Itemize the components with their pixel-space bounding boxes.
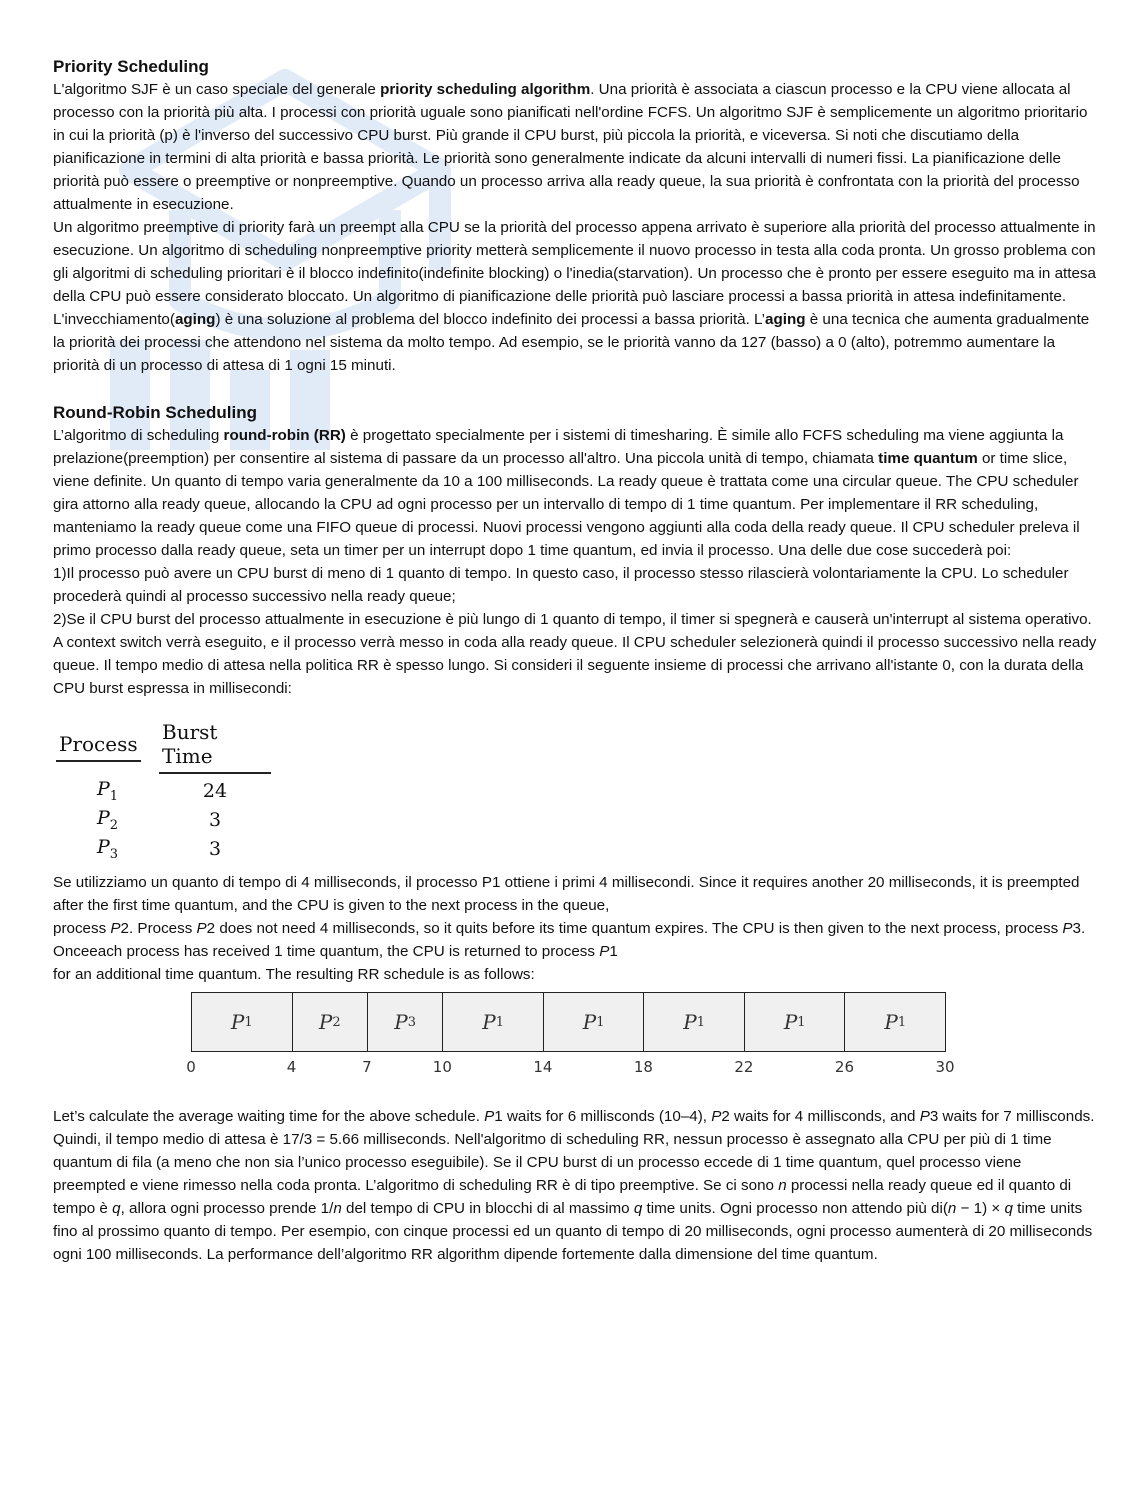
paragraph: 1)Il processo può avere un CPU burst di meno di 1 quanto di tempo. In questo caso, il processo stesso rilascierà volontariamente la CPU. Lo scheduler procederà quindi al processo successivo nella ready queue; xyxy=(53,565,1069,605)
paragraph: Let’s calculate the average waiting time for the above schedule. P1 waits for 6 millisconds (10–4), P2 waits for 4 millisconds, and P3 waits for 7 millisconds. Quindi, il tempo medio di attesa è 17/3 = 5.66 milliseconds. Nell'algoritmo di scheduling RR, nessun processo è assegnato alla CPU per più di 1 time quantum di fila (a meno che non sia l’unico processo eseguibile). Se il CPU burst di un processo eccede di 1 time quantum, quel processo viene preempted e viene rimesso nella coda pronta. L’algoritmo di scheduling RR è di tipo preemptive. Se ci sono n processi nella ready queue ed il quanto di tempo è q, allora ogni processo prende 1/n del tempo di CPU in blocchi di al massimo q time units. Ogni processo non attendo più di(n − 1) × q time units fino al prossimo quanto di tempo. Per esempio, con cinque processi ed un quanto di tempo di 20 milliseconds, ogni processo aumenterà di 20 milliseconds ogni 100 milliseconds. La performance dell’algoritmo RR algorithm dipende fortemente dalla dimensione del time quantum. xyxy=(53,1108,1095,1263)
table-row xyxy=(56,776,271,805)
paragraph: L'algoritmo SJF è un caso speciale del generale priority scheduling algorithm. Una priorità è associata a ciascun processo e la CPU viene allocata al processo con la priorità più alta. I processi con priorità uguale sono pianificati nell'ordine FCFS. Un algoritmo SJF è semplicemente un algoritmo prioritario in cui la priorità (p) è l'inverso del successivo CPU burst. Più grande il CPU burst, più piccola la priorità, e viceversa. Si noti che discutiamo della pianificazione in termini di alta priorità e bassa priorità. Le priorità sono generalmente indicate da alcuni intervalli di numeri fissi. La pianificazione delle priorità può essere o preemptive or nonpreemptive. Quando un processo arriva alla ready queue, la sua priorità è confrontata con la priorità del processo attualmente in esecuzione. xyxy=(53,81,1088,213)
rr-gantt-chart xyxy=(188,992,988,1087)
burst-time-cell: 24 xyxy=(202,779,228,802)
table-header-burst-time: Burst Time xyxy=(159,720,271,776)
gantt-tick-label: 22 xyxy=(734,1058,754,1076)
gantt-cell: P 1 xyxy=(543,992,645,1052)
burst-time-cell: 3 xyxy=(208,837,222,860)
gantt-tick-label: 14 xyxy=(533,1058,553,1076)
paragraph: 2)Se il CPU burst del processo attualmente in esecuzione è più lungo di 1 quanto di tempo, il timer si spegnerà e causerà un'interrupt al sistema operativo. A context switch verrà eseguito, e il processo verrà messo in coda alla ready queue. Il CPU scheduler selezionerà quindi il processo successivo nella ready queue. Il tempo medio di attesa nella politica RR è spesso lungo. Si consideri il seguente insieme di processi che arrivano all'istante 0, con la durata della CPU burst espressa in millisecondi: xyxy=(53,611,1097,697)
gantt-tick-label: 26 xyxy=(834,1058,854,1076)
process-name-cell: $P_2$ xyxy=(96,806,119,833)
gantt-tick-label: 0 xyxy=(186,1058,196,1076)
paragraph: Un algoritmo preemptive di priority farà un preempt alla CPU se la priorità del processo appena arrivato è superiore alla priorità del processo attualmente in esecuzione. Un algoritmo di scheduling nonpreemptive priority metterà semplicemente il nuovo processo in testa alla coda pronta. Un grosso problema con gli algoritmi di scheduling prioritari è il blocco indefinito(indefinite blocking) o l'inedia(starvation). Un processo che è pronto per essere eseguito ma in attesa della CPU può essere considerato bloccato. Un algoritmo di pianificazione delle priorità può lasciare processi a bassa priorità in attesa indefinitamente. L'invecchiamento(aging) è una soluzione al problema del blocco indefinito dei processi a bassa priorità. L’aging è una tecnica che aumenta gradualmente la priorità dei processi che attendono nel sistema da molto tempo. Ad esempio, se le priorità vanno da 127 (basso) a 0 (alto), potremmo aumentare la priorità di un processo di attesa di 1 ogni 15 minuti. xyxy=(53,219,1096,374)
gantt-tick-label: 18 xyxy=(633,1058,653,1076)
gantt-cell: P 3 xyxy=(367,992,443,1052)
process-name-cell: $P_3$ xyxy=(96,835,119,862)
gantt-cell: P 1 xyxy=(442,992,544,1052)
gantt-cell: P 1 xyxy=(643,992,745,1052)
table-row xyxy=(56,805,271,834)
gantt-cell: P 1 xyxy=(191,992,293,1052)
gantt-tick-label: 10 xyxy=(432,1058,452,1076)
process-burst-table xyxy=(56,720,271,863)
gantt-cell: P 1 xyxy=(744,992,846,1052)
gantt-tick-label: 7 xyxy=(362,1058,372,1076)
section-title-priority: Priority Scheduling xyxy=(53,57,209,76)
table-header-process: Process xyxy=(56,720,159,776)
gantt-cell: P 2 xyxy=(292,992,368,1052)
document-content xyxy=(53,56,1098,1266)
burst-time-cell: 3 xyxy=(208,808,222,831)
table-row xyxy=(56,834,271,863)
section-title-round-robin: Round-Robin Scheduling xyxy=(53,403,257,422)
gantt-tick-label: 30 xyxy=(935,1058,955,1076)
paragraph: Se utilizziamo un quanto di tempo di 4 milliseconds, il processo P1 ottiene i primi 4 millisecondi. Since it requires another 20 milliseconds, it is preempted after the first time quantum, and the CPU is given to the next process in the queue, process P2. Process P2 does not need 4 milliseconds, so it quits before its time quantum expires. The CPU is then given to the next process, process P3. Onceeach process has received 1 time quantum, the CPU is returned to process P1 for an additional time quantum. The resulting RR schedule is as follows: xyxy=(53,874,1086,983)
process-name-cell: $P_1$ xyxy=(96,777,119,804)
gantt-tick-label: 4 xyxy=(286,1058,297,1076)
paragraph: L’algoritmo di scheduling round-robin (RR) è progettato specialmente per i sistemi di timesharing. È simile allo FCFS scheduling ma viene aggiunta la prelazione(preemption) per consentire al sistema di passare da un processo all'altro. Una piccola unità di tempo, chiamata time quantum or time slice, viene definite. Un quanto di tempo varia generalmente da 10 a 100 milliseconds. La ready queue è trattata come una circular queue. The CPU scheduler gira attorno alla ready queue, allocando la CPU ad ogni processo per un intervallo di tempo di 1 time quantum. Per implementare il RR scheduling, manteniamo la ready queue come una FIFO queue di processi. Nuovi processi vengono aggiunti alla coda della ready queue. Il CPU scheduler preleva il primo processo dalla ready queue, seta un timer per un interrupt dopo 1 time quantum, ed invia il processo. Una delle due cose succederà poi: xyxy=(53,427,1080,559)
gantt-cell: P 1 xyxy=(844,992,946,1052)
